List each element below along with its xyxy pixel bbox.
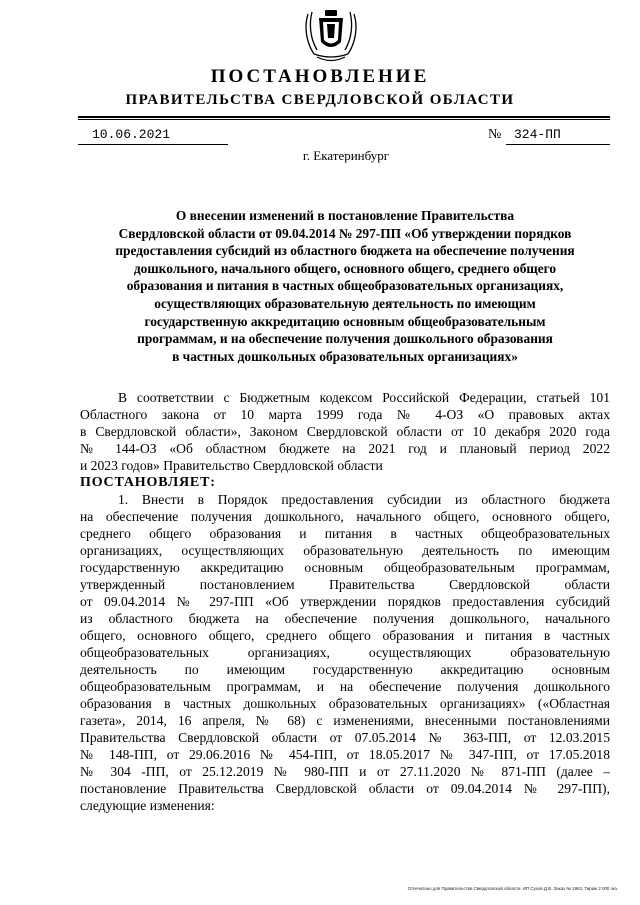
document-city: г. Екатеринбург (302, 148, 390, 163)
item-line: следующие изменения: (80, 798, 215, 813)
heading-line: государственную аккредитацию основным общеобразовательным (144, 313, 546, 329)
preamble-line: В соответствии с Бюджетным кодексом Российской Федерации, статьей 101 (118, 390, 610, 405)
document-body (80, 389, 610, 814)
heading-line: осуществляющих образовательную деятельность по имеющим (154, 295, 536, 311)
date-field (78, 127, 228, 145)
item-line: государственную аккредитацию основным общеобразовательным программам, (80, 560, 610, 575)
item-line: общеобразовательным программам, и на обеспечение получения дошкольного (80, 679, 610, 694)
heading-line: дошкольного, начального общего, основного общего, среднего общего (133, 260, 557, 276)
item-line: утвержденный постановлением Правительства Свердловской области (80, 577, 610, 592)
item-line: образования в частных дошкольных образовательных организациях» («Областная (80, 696, 610, 711)
resolves-label: ПОСТАНОВЛЯЕТ: (80, 475, 216, 490)
document-number: 324-ПП (514, 127, 561, 142)
header-rule-bottom (78, 119, 610, 120)
coat-of-arms-icon (300, 8, 362, 66)
item-line: от 09.04.2014 № 297-ПП «Об утверждении порядков предоставления субсидий (80, 594, 610, 609)
item-line: общеобразовательных организациях, осуществляющих образовательную (80, 645, 610, 660)
item-line: 1. Внести в Порядок предоставления субсидии из областного бюджета (118, 492, 610, 507)
print-footer: Отпечатано для Правительства Свердловской области. ИП Сухов Д.В. Заказ № 1963. Тираж 2 000 экз. (407, 886, 618, 891)
item-line: № 304 -ПП, от 25.12.2019 № 980-ПП и от 27.11.2020 № 871-ПП (далее – (80, 764, 610, 779)
heading-line: О внесении изменений в постановление Правительства (175, 208, 515, 223)
heading-line: Свердловской области от 09.04.2014 № 297-ПП «Об утверждении порядков (118, 225, 572, 241)
document-title: ПОСТАНОВЛЕНИЕ (210, 66, 430, 87)
header-rule-top (78, 116, 610, 118)
document-subtitle: ПРАВИТЕЛЬСТВА СВЕРДЛОВСКОЙ ОБЛАСТИ (125, 92, 515, 108)
heading-line: предоставления субсидий из областного бюджета на обеспечение получения (115, 243, 575, 259)
heading-line: в частных дошкольных образовательных организациях» (172, 348, 518, 364)
document-date: 10.06.2021 (92, 127, 171, 142)
number-label: № (488, 127, 502, 142)
item-line: на обеспечение получения дошкольного, начального общего, основного общего, (80, 509, 610, 524)
item-line: № 148-ПП, от 29.06.2016 № 454-ПП, от 18.05.2017 № 347-ПП, от 17.05.2018 (80, 747, 610, 762)
document-heading (80, 207, 610, 365)
preamble-line: в Свердловской области», Законом Свердловской области от 10 декабря 2020 года (80, 424, 610, 439)
preamble-line: № 144-ОЗ «Об областном бюджете на 2021 год и плановый период 2022 (80, 441, 610, 456)
preamble-line: и 2023 годов» Правительство Свердловской области (80, 458, 383, 473)
city-line (0, 148, 640, 164)
item-line: организациях, осуществляющих образовательную деятельность по имеющим (80, 543, 610, 558)
item-line: Правительства Свердловской области от 07.05.2014 № 363-ПП, от 12.03.2015 (80, 730, 610, 745)
item-line: общего, основного общего, среднего общего образования и питания в частных (80, 628, 610, 643)
item-line: постановление Правительства Свердловской области от 09.04.2014 № 297-ПП), (80, 781, 610, 796)
item-line: среднего общего образования и питания в частных общеобразовательных (80, 526, 610, 541)
item-line: газета», 2014, 16 апреля, № 68) с изменениями, внесенными постановлениями (80, 713, 610, 728)
item-line: деятельность по имеющим государственную аккредитацию основным (80, 662, 610, 677)
number-field (506, 127, 610, 145)
preamble-line: Областного закона от 10 марта 1999 года № 4-ОЗ «О правовых актах (80, 407, 610, 422)
item-line: из областного бюджета на обеспечение получения дошкольного, начального (80, 611, 610, 626)
heading-line: образования и питания в частных общеобразовательных организациях, (126, 278, 564, 294)
heading-line: программам, и на обеспечение получения дошкольного образования (137, 331, 553, 347)
